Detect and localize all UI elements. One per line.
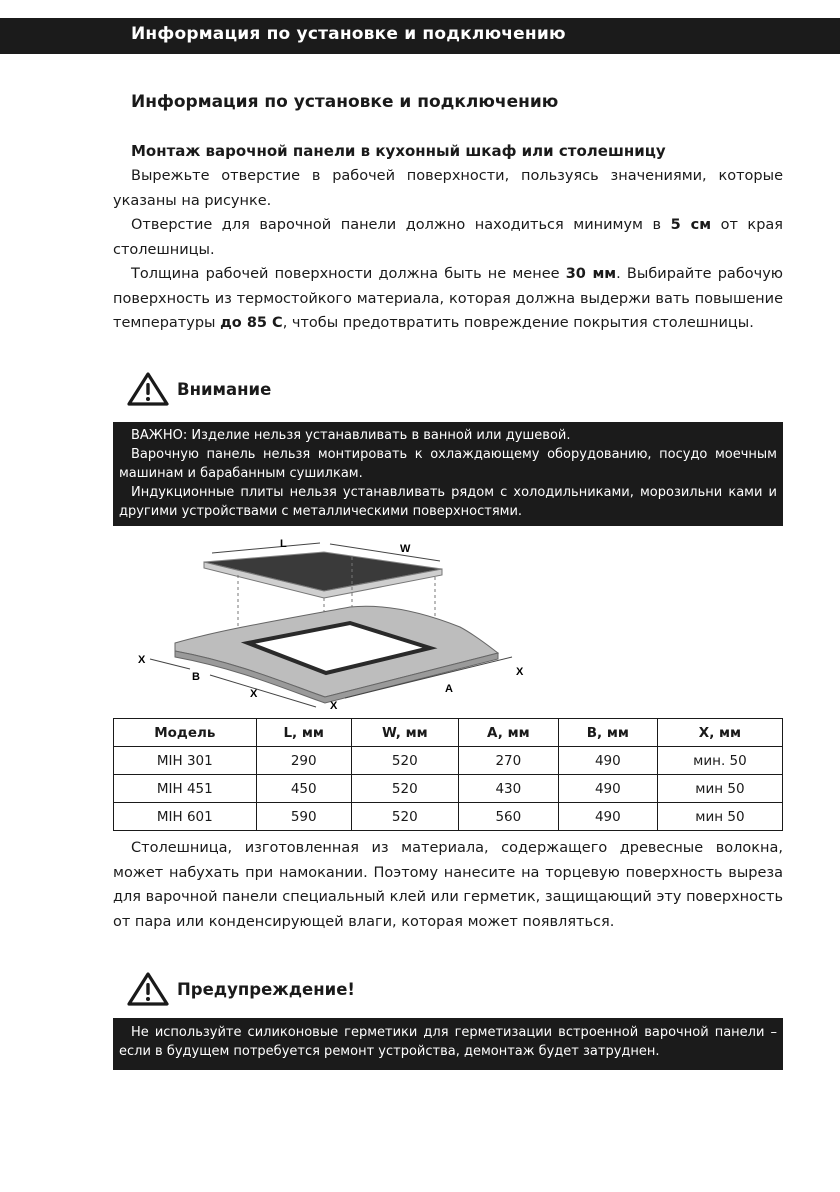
label-l: L [280, 538, 287, 550]
table-cell: 520 [351, 775, 458, 803]
table-row [114, 803, 783, 831]
mounting-paragraph-1: Вырежьте отверстие в рабочей поверхности, пользуясь значениями, которые указаны на рисунке. [113, 168, 783, 209]
table-cell: MIH 601 [114, 803, 257, 831]
table-cell: мин 50 [657, 775, 782, 803]
warning-box [113, 1018, 783, 1070]
table-cell: 520 [351, 803, 458, 831]
attention-box [113, 422, 783, 526]
bold-value-5cm: 5 см [670, 217, 712, 233]
warning-triangle-icon [127, 372, 169, 406]
label-x-left: X [138, 654, 146, 666]
table-cell: 590 [256, 803, 351, 831]
label-b: B [192, 671, 200, 683]
table-cell: 490 [558, 775, 657, 803]
table-cell: 560 [458, 803, 558, 831]
col-header: B, мм [558, 719, 657, 747]
table-cell: MIH 451 [114, 775, 257, 803]
after-table-paragraph: Столешница, изготовленная из материала, содержащего древесные волокна, может набухать при намокании. Поэтому нанесите на торцевую поверхность выреза для варочной панели специальный клей или герметик, защищающий эту поверхность от пара или конденсирующей влаги, которая может появляться. [113, 840, 783, 930]
cutout-diagram [130, 535, 540, 710]
attention-line-1: ВАЖНО: Изделие нельзя устанавливать в ванной или душевой. [131, 428, 571, 443]
table-cell: 490 [558, 747, 657, 775]
mounting-paragraph-2 [113, 213, 783, 262]
table-cell: 290 [256, 747, 351, 775]
mounting-text [113, 164, 783, 336]
table-row [114, 775, 783, 803]
text-run: Толщина рабочей поверхности должна быть не менее [131, 266, 566, 282]
col-header: X, мм [657, 719, 782, 747]
after-table-text [113, 836, 783, 934]
text-run: от края столешницы. [113, 217, 784, 258]
table-cell: мин. 50 [657, 747, 782, 775]
label-x-bottom-1: X [250, 688, 258, 700]
label-x-bottom-2: X [330, 700, 338, 710]
table-cell: 430 [458, 775, 558, 803]
col-header: W, мм [351, 719, 458, 747]
label-w: W [400, 543, 411, 555]
table-row [114, 747, 783, 775]
col-header: Модель [114, 719, 257, 747]
label-x-right: X [516, 666, 524, 678]
mounting-paragraph-3 [113, 262, 783, 336]
table-cell: 490 [558, 803, 657, 831]
table-cell: 270 [458, 747, 558, 775]
text-run: Отверстие для варочной панели должно находиться минимум в [131, 217, 671, 233]
attention-line-3: Индукционные плиты нельзя устанавливать рядом с холодильниками, морозильни ками и другими устройствами с металлическими поверхностями. [119, 485, 777, 519]
warning-text: Не используйте силиконовые герметики для герметизации встроенной варочной панели – если в будущем потребуется ремонт устройства, демонтаж будет затруднен. [119, 1025, 777, 1059]
text-run: . Выбирайте рабочую поверхность из термостойкого материала, которая должна выдержи вать повышение температуры [113, 266, 783, 331]
col-header: L, мм [256, 719, 351, 747]
bold-value-temperature: до 85 С [220, 315, 283, 331]
table-cell: 520 [351, 747, 458, 775]
section-title: Информация по установке и подключению [131, 92, 559, 112]
warning-title: Предупреждение! [177, 979, 355, 999]
header-title: Информация по установке и подключению [131, 24, 566, 44]
attention-heading [127, 372, 271, 406]
label-a: A [445, 683, 453, 695]
warning-heading [127, 972, 355, 1006]
table-cell: MIH 301 [114, 747, 257, 775]
table-cell: мин 50 [657, 803, 782, 831]
mounting-heading: Монтаж варочной панели в кухонный шкаф или столешницу [131, 142, 666, 160]
attention-line-2: Варочную панель нельзя монтировать к охлаждающему оборудованию, посудо моечным машинам и барабанным сушилкам. [119, 447, 777, 481]
table-header-row [114, 719, 783, 747]
attention-title: Внимание [177, 379, 272, 399]
table-cell: 450 [256, 775, 351, 803]
bold-value-30mm: 30 мм [565, 266, 617, 282]
warning-triangle-icon [127, 972, 169, 1006]
dimensions-table [113, 718, 783, 831]
text-run: , чтобы предотвратить повреждение покрытия столешницы. [282, 315, 754, 331]
header-bar [0, 18, 840, 54]
col-header: A, мм [458, 719, 558, 747]
